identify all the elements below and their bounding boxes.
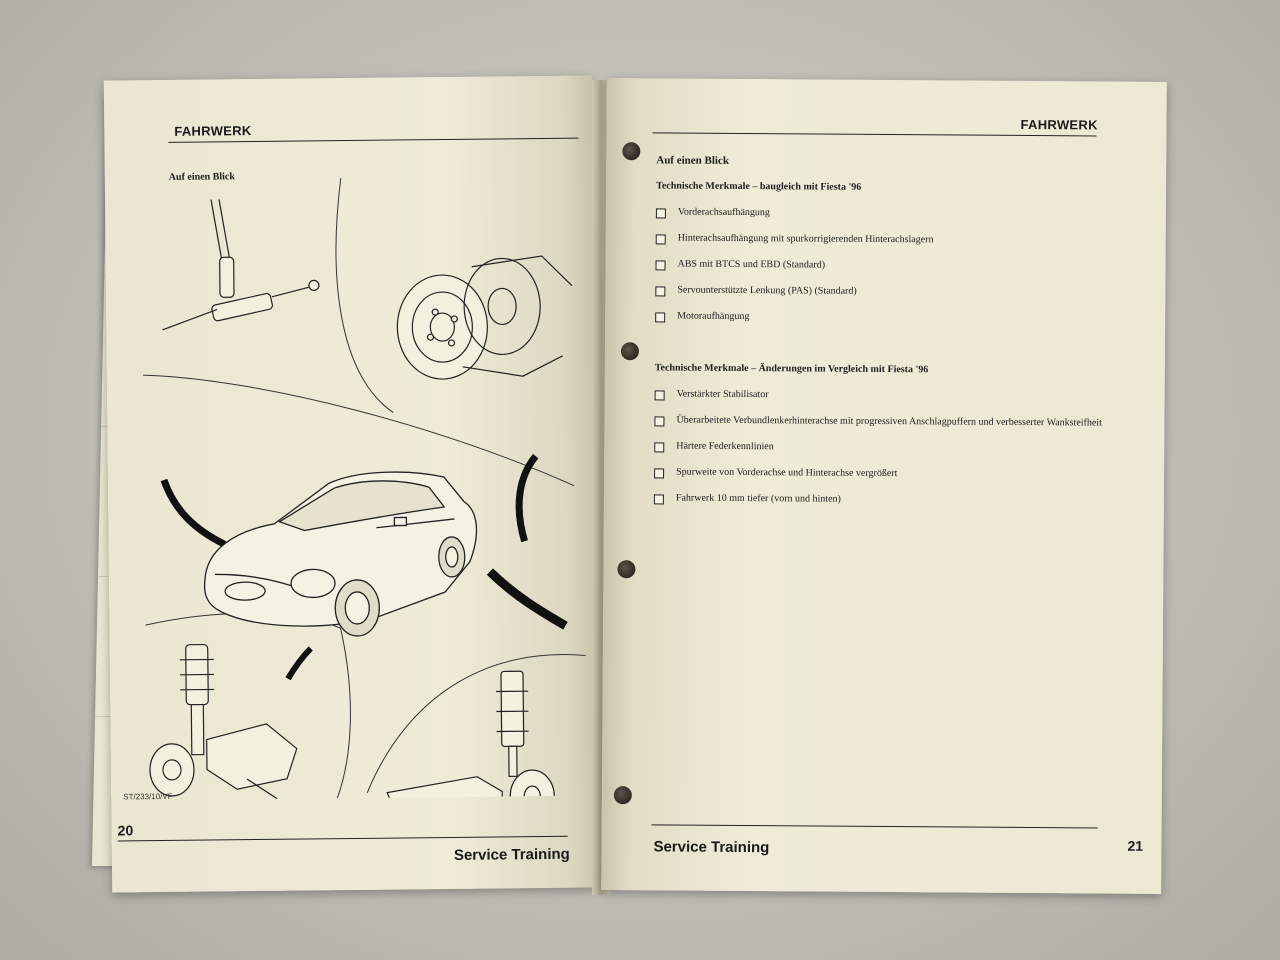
right-page-content [654, 154, 1127, 547]
checkbox-icon [656, 208, 666, 218]
changed-features-list [654, 386, 1125, 509]
list-item: Vorderachsaufhängung [656, 204, 1126, 223]
left-page-subtitle: Auf einen Blick [168, 171, 235, 183]
section-heading-changes: Technische Merkmale – Änderungen im Vergleich mit Fiesta '96 [654, 362, 929, 376]
list-item: ABS mit BTCS und EBD (Standard) [655, 256, 1125, 275]
right-page-number: 21 [1127, 837, 1144, 854]
left-page-number: 20 [117, 822, 134, 839]
checkbox-icon [655, 312, 665, 322]
list-item: Überarbeitete Verbundlenkerhinterachse mit progressiven Anschlagpuffern und verbesserter Wanksteifheit [654, 412, 1124, 431]
checkbox-icon [655, 286, 665, 296]
list-item: Fahrwerk 10 mm tiefer (vorn und hinten) [654, 490, 1124, 509]
right-page [601, 78, 1167, 894]
checkbox-icon [654, 468, 664, 478]
right-footer-rule [652, 824, 1098, 828]
checkbox-icon [654, 416, 664, 426]
list-item: Härtere Federkennlinien [654, 438, 1124, 457]
checkbox-icon [656, 234, 666, 244]
left-page-footer: Service Training [453, 845, 570, 864]
list-item: Hinterachsaufhängung mit spurkorrigierenden Hinterachslagern [656, 230, 1126, 249]
rear-suspension-drawing [386, 671, 555, 800]
list-item: Motoraufhängung [655, 308, 1125, 327]
checkbox-icon [654, 442, 664, 452]
punch-hole [614, 786, 632, 804]
checkbox-icon [655, 260, 665, 270]
steering-rack-drawing [161, 198, 319, 330]
car-drawing [203, 471, 477, 637]
list-item: Servounterstützte Lenkung (PAS) (Standard) [655, 282, 1125, 301]
front-suspension-drawing [149, 644, 298, 801]
left-page [104, 75, 600, 892]
punch-hole [621, 342, 639, 360]
list-item: Spurweite von Vorderachse und Hinterachse vergrößert [654, 464, 1124, 483]
punch-hole [622, 142, 640, 160]
punch-hole [617, 560, 635, 578]
right-page-title: Auf einen Blick [656, 154, 730, 167]
checkbox-icon [654, 494, 664, 504]
unchanged-features-list [655, 204, 1126, 327]
left-page-header: FAHRWERK [174, 123, 252, 139]
right-header-rule [652, 132, 1096, 136]
left-footer-rule [118, 836, 568, 842]
document-reference: ST/233/10/VF [123, 791, 173, 802]
brake-drum-drawing [397, 256, 573, 380]
left-header-rule [168, 138, 578, 143]
checkbox-icon [655, 390, 665, 400]
right-page-header: FAHRWERK [1020, 116, 1098, 133]
section-heading-unchanged: Technische Merkmale – baugleich mit Fiesta '96 [656, 180, 862, 193]
list-item: Verstärkter Stabilisator [655, 386, 1125, 405]
right-page-footer: Service Training [653, 838, 770, 857]
chassis-overview-illustration [141, 176, 587, 801]
